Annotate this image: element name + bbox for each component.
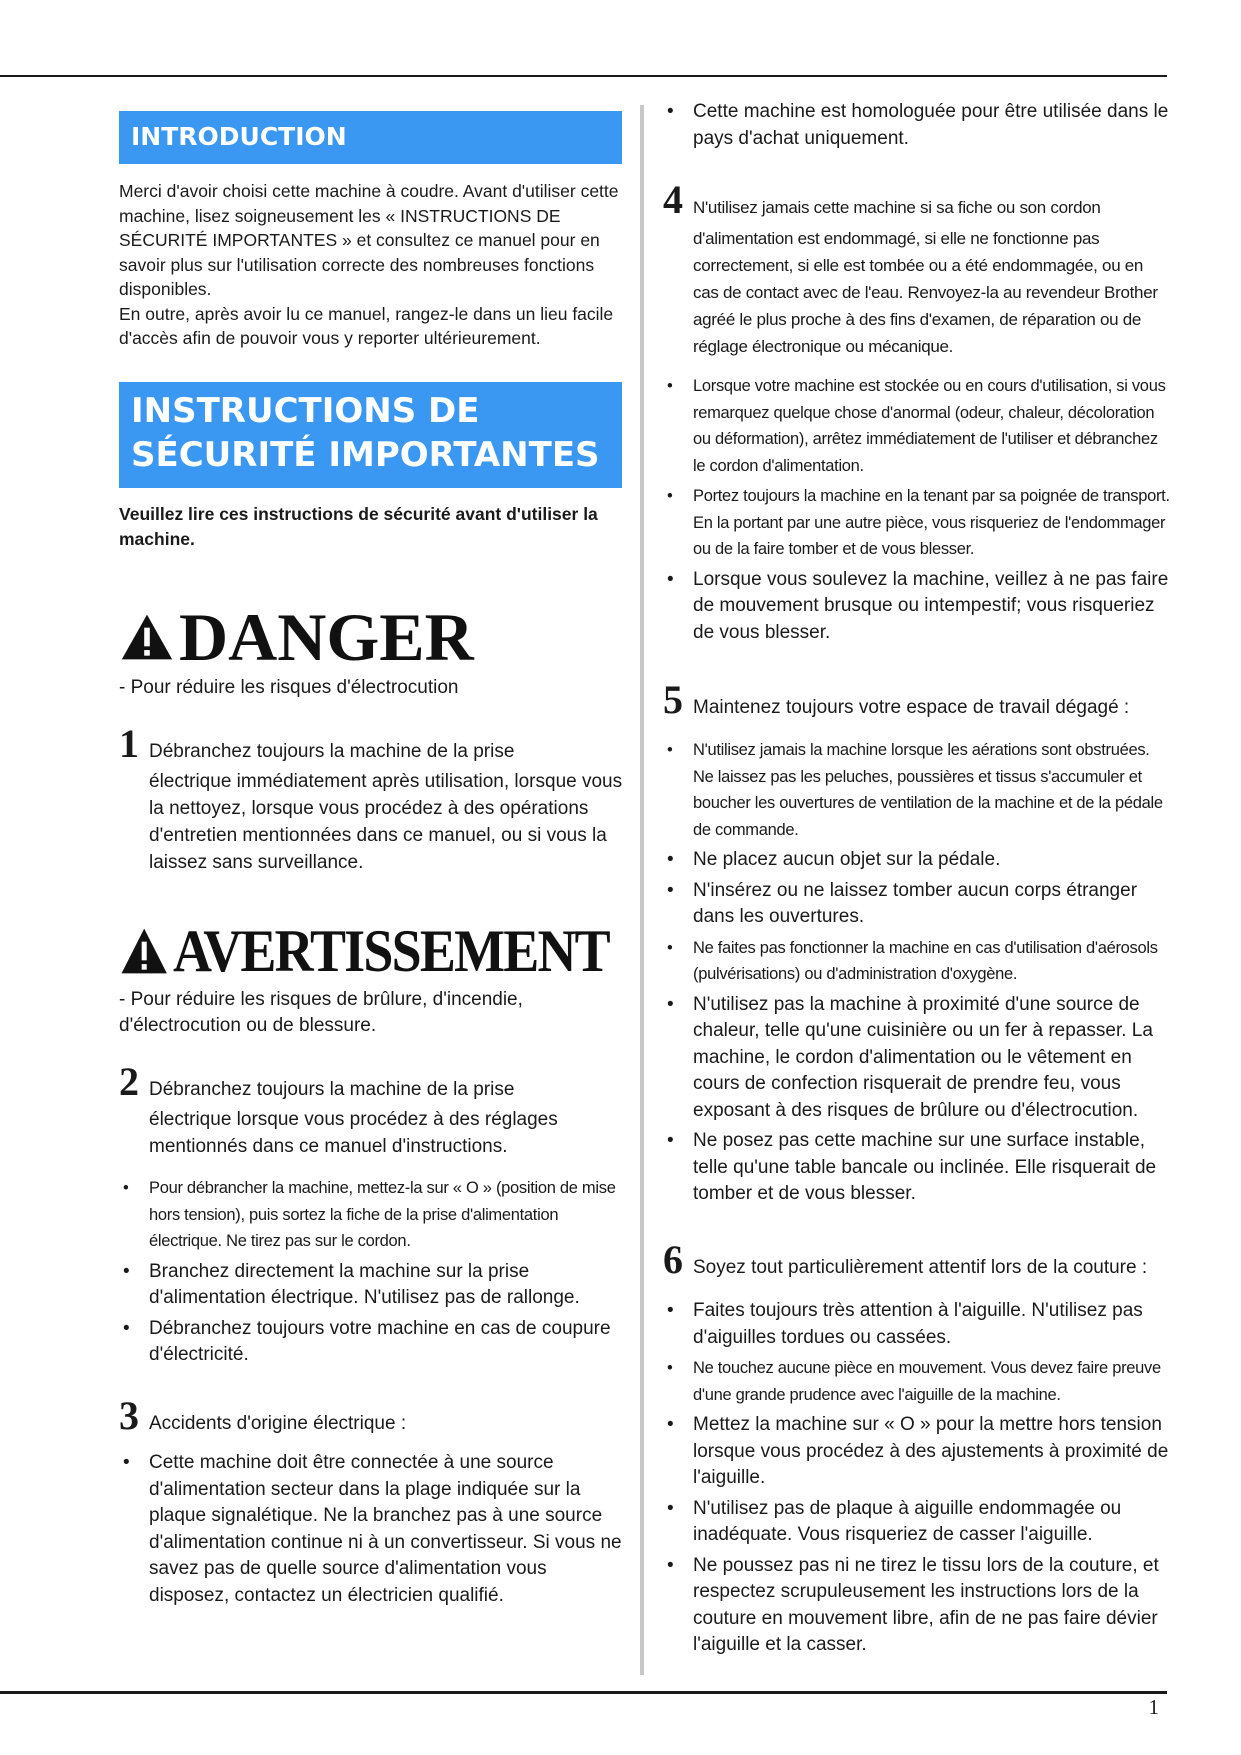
list-item: • Faites toujours très attention à l'aiguille. N'utilisez pas d'aiguilles tordues ou cassées. — [663, 1298, 1173, 1351]
item-6 — [663, 1237, 1173, 1282]
list-item: • N'utilisez pas de plaque à aiguille endommagée ou inadéquate. Vous risqueriez de casser l'aiguille. — [663, 1496, 1173, 1549]
item-4 — [663, 177, 1173, 360]
item-lead: Soyez tout particulièrement attentif lors de la couture : — [693, 1257, 1148, 1278]
item-2 — [119, 1059, 629, 1160]
item-text: électrique immédiatement après utilisation, lorsque vous la nettoyez, lorsque vous procédez à des opérations d'entretien mentionnées dans ce manuel, ou si vous la laissez sans surveillance. — [149, 771, 623, 873]
introduction-text: Merci d'avoir choisi cette machine à coudre. Avant d'utiliser cette machine, lisez soigneusement les « INSTRUCTIONS DE SÉCURITÉ IMPORTANTES » et consultez ce manuel pour en savoir plus sur l'utilisation correcte des nombreuses fonctions disponibles. En outre, après avoir lu ce manuel, rangez-le dans un lieu facile d'accès afin de pouvoir vous y reporter ultérieurement. — [119, 181, 619, 348]
list-item: • Branchez directement la machine sur la prise d'alimentation électrique. N'utilisez pas de rallonge. — [119, 1259, 629, 1312]
item-text: électrique lorsque vous procédez à des réglages mentionnés dans ce manuel d'instructions. — [149, 1109, 558, 1157]
item-lead: Débranchez toujours la machine de la prise — [149, 741, 515, 762]
warning-title — [119, 913, 609, 989]
list-item: • Lorsque votre machine est stockée ou en cours d'utilisation, si vous remarquez quelque chose d'anormal (odeur, chaleur, décoloration ou déformation), arrêtez immédiatement de l'utiliser et débranchez le cordon d'alimentation. — [663, 373, 1173, 479]
item-4-bullets — [663, 373, 1173, 650]
item-lead: Maintenez toujours votre espace de travail dégagé : — [693, 697, 1130, 718]
item-number: 1 — [119, 721, 139, 766]
page-number: 1 — [1148, 1695, 1159, 1719]
warning-triangle-icon — [119, 923, 169, 979]
warning-subtitle: - Pour réduire les risques de brûlure, d'incendie, d'électrocution ou de blessure. — [119, 989, 523, 1036]
list-item: • Débranchez toujours votre machine en cas de coupure d'électricité. — [119, 1316, 629, 1369]
list-item: • N'utilisez jamais la machine lorsque les aérations sont obstruées. Ne laissez pas les peluches, poussières et tissus s'accumuler et boucher les ouvertures de ventilation de la machine et de la pédale de commande. — [663, 737, 1173, 843]
warning-label: AVERTISSEMENT — [173, 917, 609, 984]
list-item: • Ne touchez aucune pièce en mouvement. Vous devez faire preuve d'une grande prudence avec l'aiguille de la machine. — [663, 1355, 1173, 1408]
item-2-bullets — [119, 1175, 629, 1373]
list-item: • Ne posez pas cette machine sur une surface instable, telle qu'une table bancale ou inclinée. Elle risquerait de tomber et de vous blesser. — [663, 1128, 1173, 1208]
introduction-heading: INTRODUCTION — [119, 111, 622, 164]
list-item: • N'utilisez pas la machine à proximité d'une source de chaleur, telle qu'une cuisinière ou un fer à repasser. La machine, le cordon d'alimentation ou le vêtement en cours de confection risquerait de prendre feu, vous exposant à des risques de brûlure ou d'électrocution. — [663, 992, 1173, 1125]
item-3-bullets-right — [663, 99, 1173, 156]
item-lead: Débranchez toujours la machine de la prise — [149, 1079, 515, 1100]
danger-label: DANGER — [179, 598, 474, 675]
item-5-bullets — [663, 737, 1173, 1212]
top-rule — [0, 75, 1167, 77]
item-number: 5 — [663, 677, 683, 722]
item-3-bullets-left — [119, 1450, 629, 1613]
item-number: 4 — [663, 177, 683, 222]
item-lead: N'utilisez jamais cette machine si sa fiche ou son cordon — [693, 198, 1101, 217]
item-3 — [119, 1393, 629, 1438]
list-item: • N'insérez ou ne laissez tomber aucun corps étranger dans les ouvertures. — [663, 878, 1173, 931]
safety-instructions-heading: INSTRUCTIONS DE SÉCURITÉ IMPORTANTES — [119, 382, 622, 488]
list-item: • Cette machine doit être connectée à une source d'alimentation secteur dans la plage indiquée sur la plaque signalétique. Ne la branchez pas à une source d'alimentation continue ni à un convertisseur. Si vous ne savez pas de quelle source d'alimentation vous disposez, contactez un électricien qualifié. — [119, 1450, 629, 1609]
list-item: • Ne faites pas fonctionner la machine en cas d'utilisation d'aérosols (pulvérisations) ou d'administration d'oxygène. — [663, 935, 1173, 988]
item-text: d'alimentation est endommagé, si elle ne fonctionne pas correctement, si elle est tombée ou a été endommagée, ou en cas de contact avec de l'eau. Renvoyez-la au revendeur Brother agréé le plus proche à des fins d'examen, de réparation ou de réglage électronique ou mécanique. — [693, 229, 1158, 356]
item-6-bullets — [663, 1298, 1173, 1663]
list-item: • Cette machine est homologuée pour être utilisée dans le pays d'achat uniquement. — [663, 99, 1173, 152]
list-item: • Pour débrancher la machine, mettez-la sur « O » (position de mise hors tension), puis sortez la fiche de la prise d'alimentation électrique. Ne tirez pas sur le cordon. — [119, 1175, 629, 1255]
list-item: • Portez toujours la machine en la tenant par sa poignée de transport. En la portant par une autre pièce, vous risqueriez de l'endommager ou de la faire tomber et de vous blesser. — [663, 483, 1173, 563]
item-number: 3 — [119, 1393, 139, 1438]
item-1 — [119, 721, 629, 876]
item-lead: Accidents d'origine électrique : — [149, 1413, 407, 1434]
safety-note: Veuillez lire ces instructions de sécurité avant d'utiliser la machine. — [119, 504, 598, 549]
item-5 — [663, 677, 1173, 722]
list-item: • Mettez la machine sur « O » pour la mettre hors tension lorsque vous procédez à des ajustements à proximité de l'aiguille. — [663, 1412, 1173, 1492]
list-item: • Lorsque vous soulevez la machine, veillez à ne pas faire de mouvement brusque ou intempestif; vous risqueriez de vous blesser. — [663, 567, 1173, 647]
item-number: 2 — [119, 1059, 139, 1104]
bottom-rule — [0, 1691, 1167, 1694]
warning-triangle-icon — [119, 609, 175, 665]
danger-title — [119, 599, 474, 675]
list-item: • Ne poussez pas ni ne tirez le tissu lors de la couture, et respectez scrupuleusement les instructions lors de la couture en mouvement libre, afin de ne pas faire dévier l'aiguille et la casser. — [663, 1553, 1173, 1659]
danger-subtitle: - Pour réduire les risques d'électrocution — [119, 677, 459, 698]
list-item: • Ne placez aucun objet sur la pédale. — [663, 847, 1173, 874]
column-divider — [640, 105, 644, 1675]
item-number: 6 — [663, 1237, 683, 1282]
